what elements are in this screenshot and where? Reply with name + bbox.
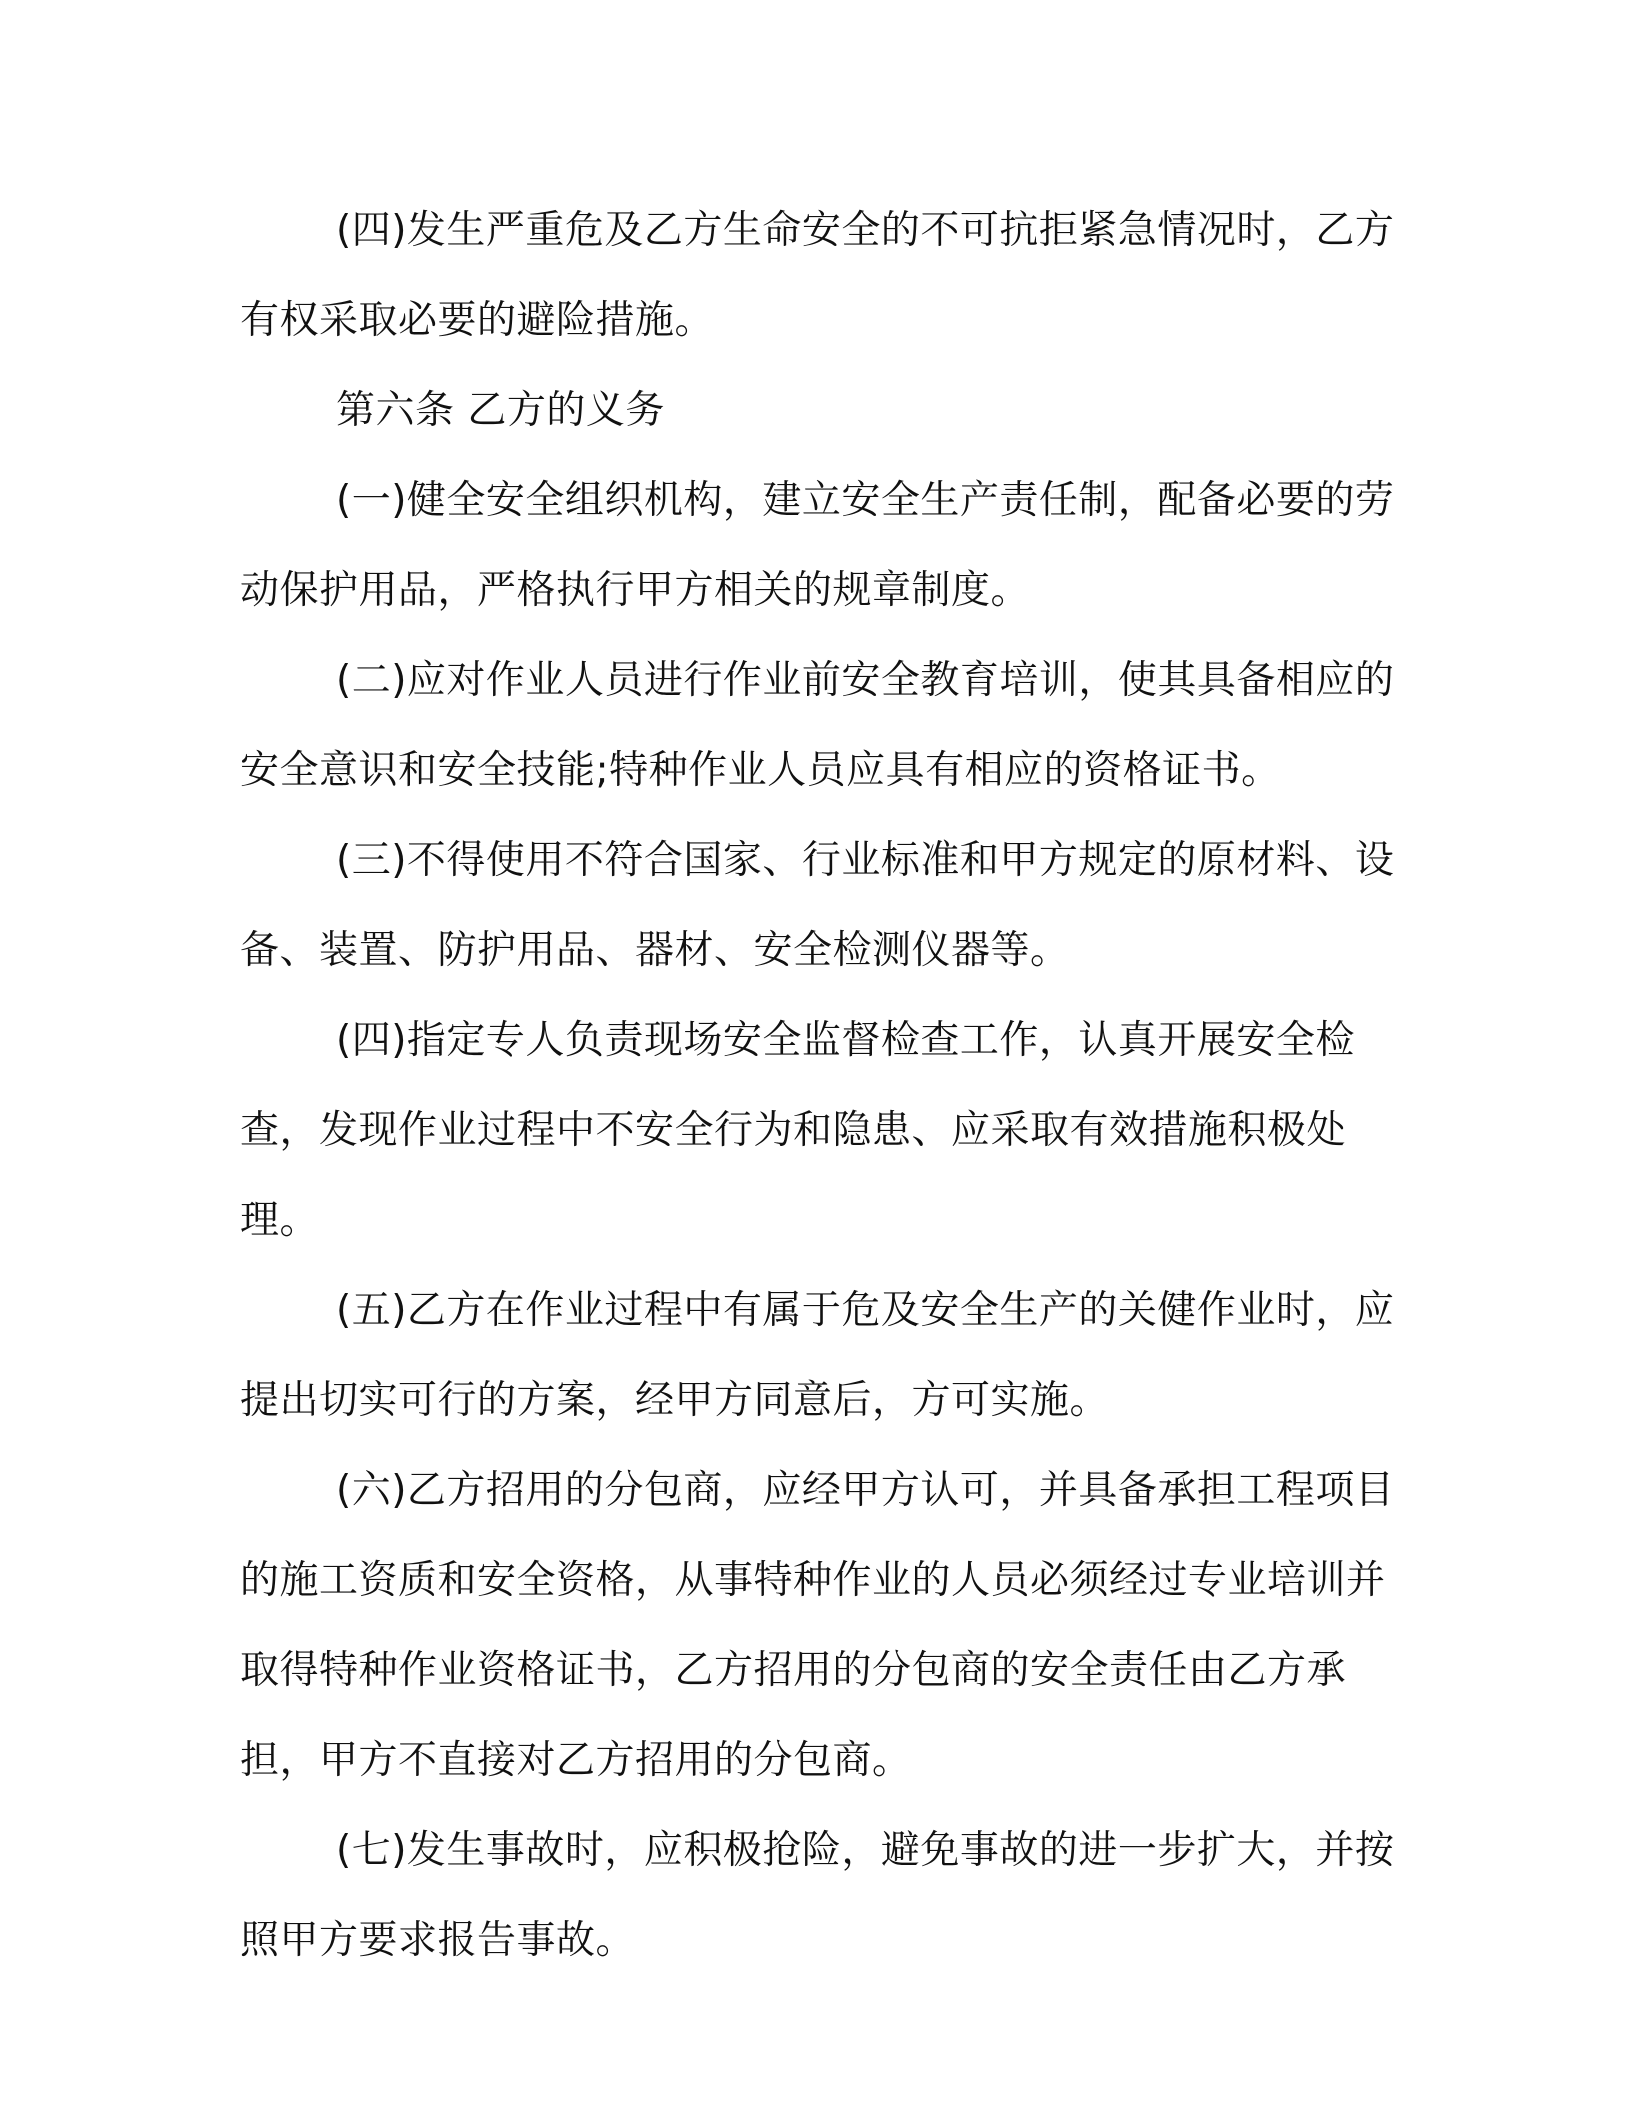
paragraph-4-emergency-right: (四)发生严重危及乙方生命安全的不可抗拒紧急情况时，乙方有权采取必要的避险措施。 — [240, 208, 1395, 343]
article-6-heading: 第六条 乙方的义务 — [336, 388, 665, 433]
paragraph-1-safety-organization: (一)健全安全组织机构，建立安全生产责任制，配备必要的劳动保护用品，严格执行甲方相关的规章制度。 — [240, 478, 1395, 613]
document-body — [240, 186, 1400, 1986]
paragraph-3-materials: (三)不得使用不符合国家、行业标准和甲方规定的原材料、设备、装置、防护用品、器材、安全检测仪器等。 — [240, 838, 1395, 973]
paragraph-4-supervision: (四)指定专人负责现场安全监督检查工作，认真开展安全检查，发现作业过程中不安全行为和隐患、应采取有效措施积极处理。 — [240, 1018, 1355, 1243]
paragraph-5-key-operations: (五)乙方在作业过程中有属于危及安全生产的关健作业时，应提出切实可行的方案，经甲方同意后，方可实施。 — [240, 1288, 1395, 1423]
paragraph-6-subcontractors: (六)乙方招用的分包商，应经甲方认可，并具备承担工程项目的施工资质和安全资格，从事特种作业的人员必须经过专业培训并取得特种作业资格证书，乙方招用的分包商的安全责任由乙方承 担，甲方不直接对乙方招用的分包商。 — [240, 1468, 1395, 1783]
paragraph-2-training: (二)应对作业人员进行作业前安全教育培训，使其具备相应的安全意识和安全技能;特种作业人员应具有相应的资格证书。 — [240, 658, 1395, 793]
paragraph-7-accidents: (七)发生事故时，应积极抢险，避免事故的进一步扩大，并按照甲方要求报告事故。 — [240, 1828, 1395, 1963]
